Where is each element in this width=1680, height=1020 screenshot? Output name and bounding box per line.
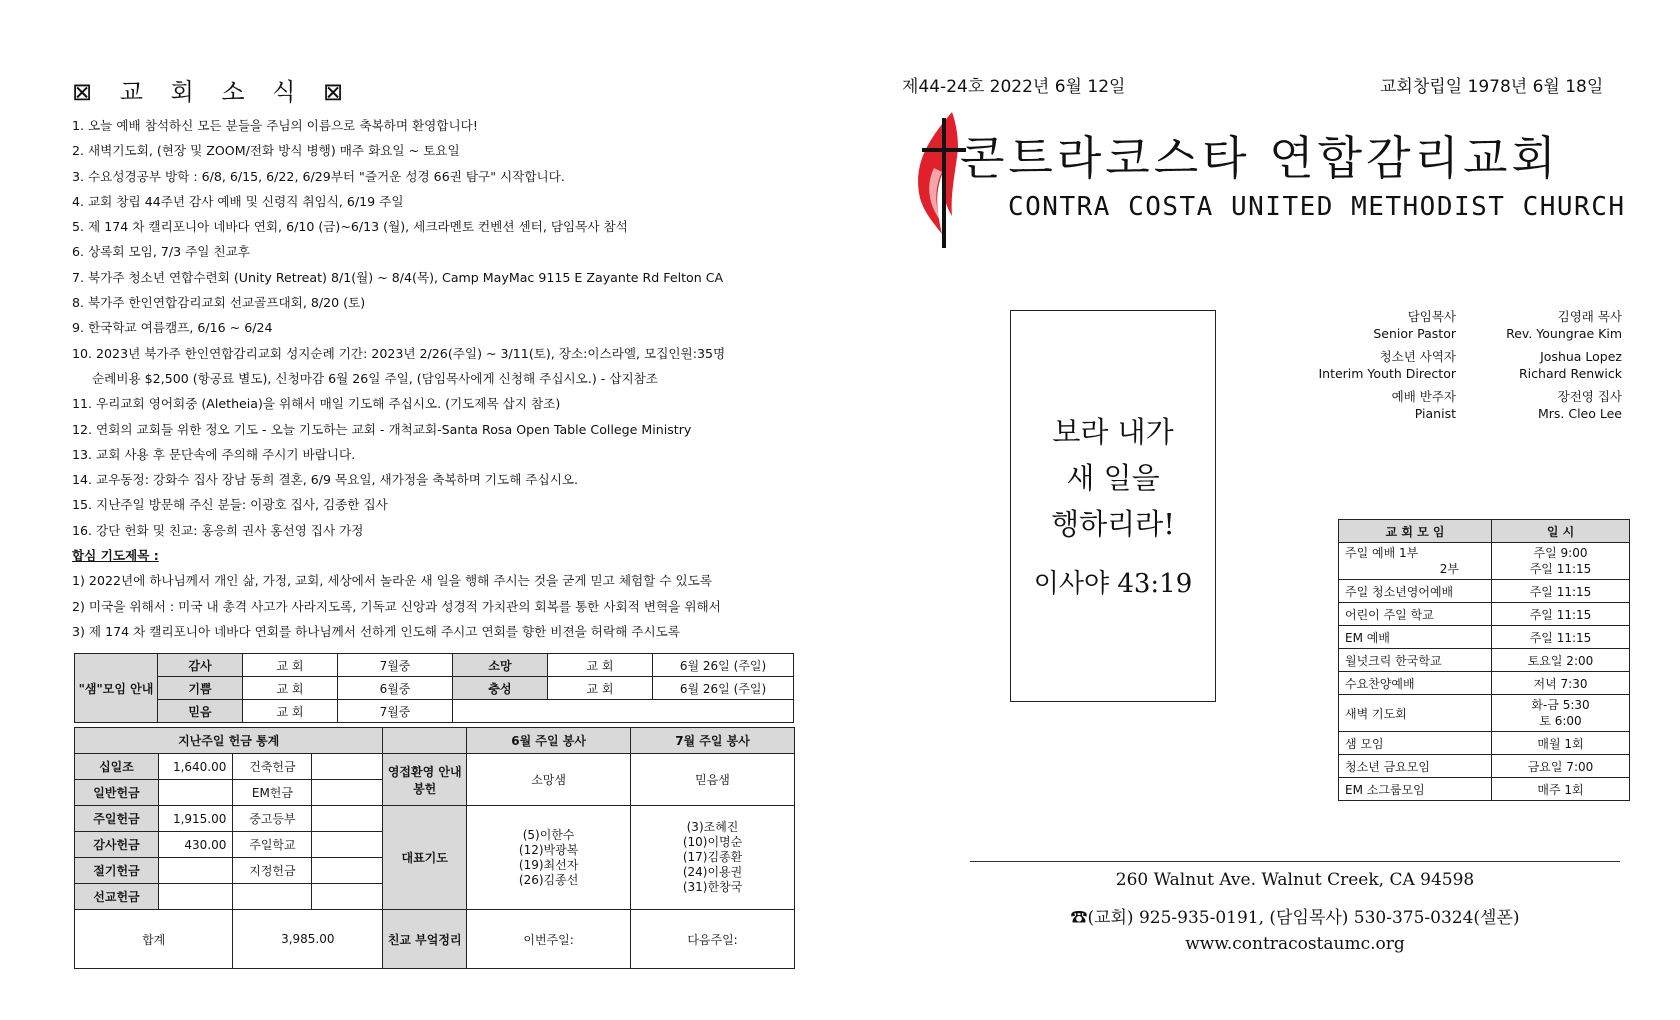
cell-group-table: [74, 653, 794, 723]
meeting-time-line: 주일 11:15: [1529, 562, 1592, 576]
offering-label: 중고등부: [233, 806, 312, 832]
june-service-title: 6월 주일 봉사: [467, 728, 631, 754]
news-item: 8. 북가주 한인연합감리교회 선교골프대회, 8/20 (토): [72, 295, 366, 311]
meeting-time: [1492, 695, 1630, 732]
verse-line: 행하리라!: [1051, 507, 1175, 541]
cell-group-place: 교 회: [243, 654, 338, 677]
prayer-july-name: (10)이명순: [682, 835, 743, 849]
prayer-june-name: (12)박광복: [518, 842, 579, 857]
staff-name: [1442, 388, 1622, 422]
offering-value: [312, 806, 383, 832]
meeting-time: 토요일 2:00: [1492, 649, 1630, 672]
news-heading: [72, 72, 353, 107]
cell-group-when: 7월중: [338, 700, 453, 723]
prayer-item: 1) 2022년에 하나님께서 개인 삶, 가정, 교회, 세상에서 놀라운 새 일을 행해 주시는 것을 굳게 믿고 체험할 수 있도록: [72, 573, 712, 589]
meeting-time: 금요일 7:00: [1492, 755, 1630, 778]
footer-divider: [970, 861, 1620, 862]
cell-group-name: 소망: [453, 654, 548, 677]
staff-name: [1442, 308, 1622, 342]
cell-group-place: 교 회: [243, 700, 338, 723]
fellowship-july: 다음주일:: [631, 910, 795, 969]
offering-label: 십일조: [75, 754, 159, 780]
meeting-time: 저녁 7:30: [1492, 672, 1630, 695]
staff-role: [1196, 348, 1456, 382]
prayer-july-name: (24)이용권: [682, 865, 743, 879]
issue-number: 제44-24호 2022년 6월 12일: [902, 77, 1126, 97]
offering-value: [312, 780, 383, 806]
verse-box: [1010, 310, 1216, 702]
news-item: 14. 교우동정: 강화수 집사 장남 동희 결혼, 6/9 목요일, 새가정을 축복하며 기도해 주십시오.: [72, 472, 579, 488]
july-service-title: 7월 주일 봉사: [631, 728, 795, 754]
cell-group-name: 믿음: [158, 700, 243, 723]
cell-group-when: 7월중: [338, 654, 453, 677]
offering-label: 지정헌금: [233, 858, 312, 884]
staff-role-ko: 담임목사: [1407, 309, 1456, 324]
staff-name-2: Richard Renwick: [1519, 366, 1622, 381]
cell-group-place: 교 회: [243, 677, 338, 700]
church-website[interactable]: www.contracostaumc.org: [1185, 934, 1405, 954]
meeting-name: 월넛크릭 한국학교: [1339, 649, 1492, 672]
staff-role: [1196, 388, 1456, 422]
meeting-name-line: 주일 예배 1부: [1345, 546, 1419, 560]
offering-label: 일반헌금: [75, 780, 159, 806]
news-item: 10. 2023년 북가주 한인연합감리교회 성지순례 기간: 2023년 2/26(주일) ~ 3/11(토), 장소:이스라엘, 모집인원:35명: [72, 345, 726, 361]
cell-group-when: 6월 26일 (주일): [653, 654, 794, 677]
cell-group-place: 교 회: [548, 654, 653, 677]
staff-role-en: Interim Youth Director: [1318, 366, 1456, 381]
offering-value: [158, 884, 232, 910]
offering-value: [312, 884, 383, 910]
offering-label: EM헌금: [233, 780, 312, 806]
news-list: [72, 113, 792, 644]
meeting-name: 청소년 금요모임: [1339, 755, 1492, 778]
cell-group-empty: [453, 700, 794, 723]
meeting-name: 새벽 기도회: [1339, 695, 1492, 732]
church-phone: ☎(교회) 925-935-0191, (담임목사) 530-375-0324(셀폰): [1070, 908, 1520, 928]
news-item: 12. 연회의 교회들 위한 정오 기도 - 오늘 기도하는 교회 - 개척교회-Santa Rosa Open Table College Ministry: [72, 421, 692, 437]
meeting-name: EM 소그룹모임: [1339, 778, 1492, 801]
cell-group-name: 기쁨: [158, 677, 243, 700]
service-corner: [383, 728, 467, 754]
staff-name: [1442, 348, 1622, 382]
news-item: 3. 수요성경공부 방학 : 6/8, 6/15, 6/22, 6/29부터 "즐거운 성경 66권 탐구" 시작합니다.: [72, 168, 565, 184]
time-col-header: 일 시: [1492, 520, 1630, 543]
offering-label: 선교헌금: [75, 884, 159, 910]
greeter-june: 소망샘: [467, 754, 631, 806]
news-item: 5. 제 174 차 캘리포니아 네바다 연회, 6/10 (금)~6/13 (월), 세크라멘토 컨벤션 센터, 담임목사 참석: [72, 219, 628, 235]
offering-value: 1,915.00: [158, 806, 232, 832]
news-item: 1. 오늘 예배 참석하신 모든 분들을 주님의 이름으로 축복하며 환영합니다!: [72, 118, 478, 133]
greeter-label: 영접환영 안내봉헌: [383, 754, 467, 806]
offering-label: 절기헌금: [75, 858, 159, 884]
news-item: 13. 교회 사용 후 문단속에 주의해 주시기 바랍니다.: [72, 446, 356, 462]
prayer-july-name: (17)김종환: [682, 850, 743, 864]
offering-label: 건축헌금: [233, 754, 312, 780]
meeting-name-line: 2부: [1439, 562, 1459, 576]
meeting-name: 샘 모임: [1339, 732, 1492, 755]
meeting-name: [1339, 543, 1492, 580]
offering-total-value: 3,985.00: [233, 910, 383, 969]
verse-line: 보라 내가: [1052, 415, 1174, 449]
meeting-name: 수요찬양예배: [1339, 672, 1492, 695]
cell-group-when: 6월중: [338, 677, 453, 700]
offering-value: 430.00: [158, 832, 232, 858]
prayer-july-name: (3)조혜진: [686, 820, 739, 834]
offering-value: [158, 858, 232, 884]
news-item: 9. 한국학교 여름캠프, 6/16 ~ 6/24: [72, 320, 273, 336]
meeting-name: EM 예배: [1339, 626, 1492, 649]
offering-label: 주일헌금: [75, 806, 159, 832]
news-item: 15. 지난주일 방문해 주신 분들: 이광호 집사, 김종한 집사: [72, 497, 388, 513]
staff-name-ko: 장전영 집사: [1557, 389, 1622, 404]
prayer-june-name: (19)최선자: [518, 857, 579, 872]
church-address: 260 Walnut Ave. Walnut Creek, CA 94598: [1115, 870, 1475, 890]
offering-value: 1,640.00: [158, 754, 232, 780]
meeting-col-header: 교 회 모 임: [1339, 520, 1492, 543]
offering-value: [312, 858, 383, 884]
fellowship-label: 친교 부엌정리: [383, 910, 467, 969]
news-title: 교 회 소 식: [119, 78, 306, 106]
staff-role-en: Pianist: [1414, 406, 1456, 421]
prayer-item: 3) 제 174 차 캘리포니아 네바다 연회를 하나님께서 선하게 인도해 주시고 연회를 향한 비젼을 허락해 주시도록: [72, 623, 680, 639]
staff-name-ko: 김영래 목사: [1557, 309, 1622, 324]
greeter-july: 믿음샘: [631, 754, 795, 806]
offering-value: [158, 780, 232, 806]
offering-label: 주일학교: [233, 832, 312, 858]
staff-role-en: Senior Pastor: [1373, 326, 1456, 341]
news-item: 7. 북가주 청소년 연합수련회 (Unity Retreat) 8/1(월) ~ 8/4(목), Camp MayMac 9115 E Zayante Rd Felton CA: [72, 269, 724, 285]
offering-title: 지난주일 헌금 통계: [75, 728, 383, 754]
prayer-heading: 합심 기도제목 :: [72, 548, 159, 564]
ornament-icon: ⊠: [305, 78, 354, 106]
offering-label: 감사헌금: [75, 832, 159, 858]
meeting-time: 매주 1회: [1492, 778, 1630, 801]
meeting-time: 주일 11:15: [1492, 626, 1630, 649]
offering-value: [312, 754, 383, 780]
offering-total-label: 합계: [75, 910, 233, 969]
meeting-time-line: 주일 9:00: [1533, 546, 1588, 560]
staff-role: [1196, 308, 1456, 342]
meeting-time: 주일 11:15: [1492, 580, 1630, 603]
news-item: 6. 상록회 모임, 7/3 주일 친교후: [72, 244, 250, 260]
meeting-time: [1492, 543, 1630, 580]
prayer-june-name: (5)이한수: [522, 827, 575, 842]
meeting-time: 매월 1회: [1492, 732, 1630, 755]
cell-group-name: 감사: [158, 654, 243, 677]
prayer-june-list: [467, 806, 631, 910]
meeting-time-line: 토 6:00: [1539, 714, 1582, 728]
meeting-time: 주일 11:15: [1492, 603, 1630, 626]
staff-name-1: Joshua Lopez: [1540, 349, 1622, 364]
news-item: 4. 교회 창립 44주년 감사 예배 및 신령직 취임식, 6/19 주일: [72, 193, 404, 209]
cell-group-when: 6월 26일 (주일): [653, 677, 794, 700]
meeting-schedule-table: [1338, 519, 1630, 801]
offering-label: [233, 884, 312, 910]
offering-value: [312, 832, 383, 858]
fellowship-june: 이번주일:: [467, 910, 631, 969]
news-item: 16. 강단 헌화 및 친교: 홍응희 권사 홍선영 집사 가정: [72, 522, 364, 538]
cell-group-header: "샘"모임 안내: [75, 654, 158, 723]
meeting-name: 주일 청소년영어예배: [1339, 580, 1492, 603]
staff-name-en: Rev. Youngrae Kim: [1506, 326, 1622, 341]
prayer-label: 대표기도: [383, 806, 467, 910]
staff-role-ko: 청소년 사역자: [1379, 349, 1456, 364]
staff-name-en: Mrs. Cleo Lee: [1537, 406, 1622, 421]
cell-group-place: 교 회: [548, 677, 653, 700]
meeting-name: 어린이 주일 학교: [1339, 603, 1492, 626]
prayer-july-list: [631, 806, 795, 910]
news-item: 11. 우리교회 영어회중 (Aletheia)을 위해서 매일 기도해 주십시오. (기도제목 삽지 참조): [72, 396, 561, 412]
church-name-korean: 콘트라코스타 연합감리교회: [960, 131, 1560, 185]
news-item: 순례비용 $2,500 (항공료 별도), 신청마감 6월 26일 주일, (담임목사에게 신청해 주십시오.) - 삽지참조: [92, 370, 658, 386]
ornament-icon: ⊠: [72, 78, 120, 106]
prayer-july-name: (31)한창국: [682, 880, 743, 894]
prayer-june-name: (26)김종선: [518, 872, 579, 887]
cell-group-name: 충성: [453, 677, 548, 700]
church-name-english: CONTRA COSTA UNITED METHODIST CHURCH: [1008, 192, 1626, 222]
news-item: 2. 새벽기도회, (현장 및 ZOOM/전화 방식 병행) 매주 화요일 ~ 토요일: [72, 143, 460, 159]
offering-service-table: [74, 727, 795, 969]
staff-role-ko: 예배 반주자: [1391, 389, 1456, 404]
verse-line: 새 일을: [1066, 461, 1160, 495]
meeting-time-line: 화-금 5:30: [1531, 698, 1590, 712]
verse-reference: 이사야 43:19: [1033, 569, 1193, 599]
prayer-item: 2) 미국을 위해서 : 미국 내 총격 사고가 사라지도록, 기독교 신앙과 성경적 가치관의 회복를 통한 사회적 변혁을 위해서: [72, 598, 721, 614]
founding-date: 교회창립일 1978년 6월 18일: [1380, 77, 1604, 97]
